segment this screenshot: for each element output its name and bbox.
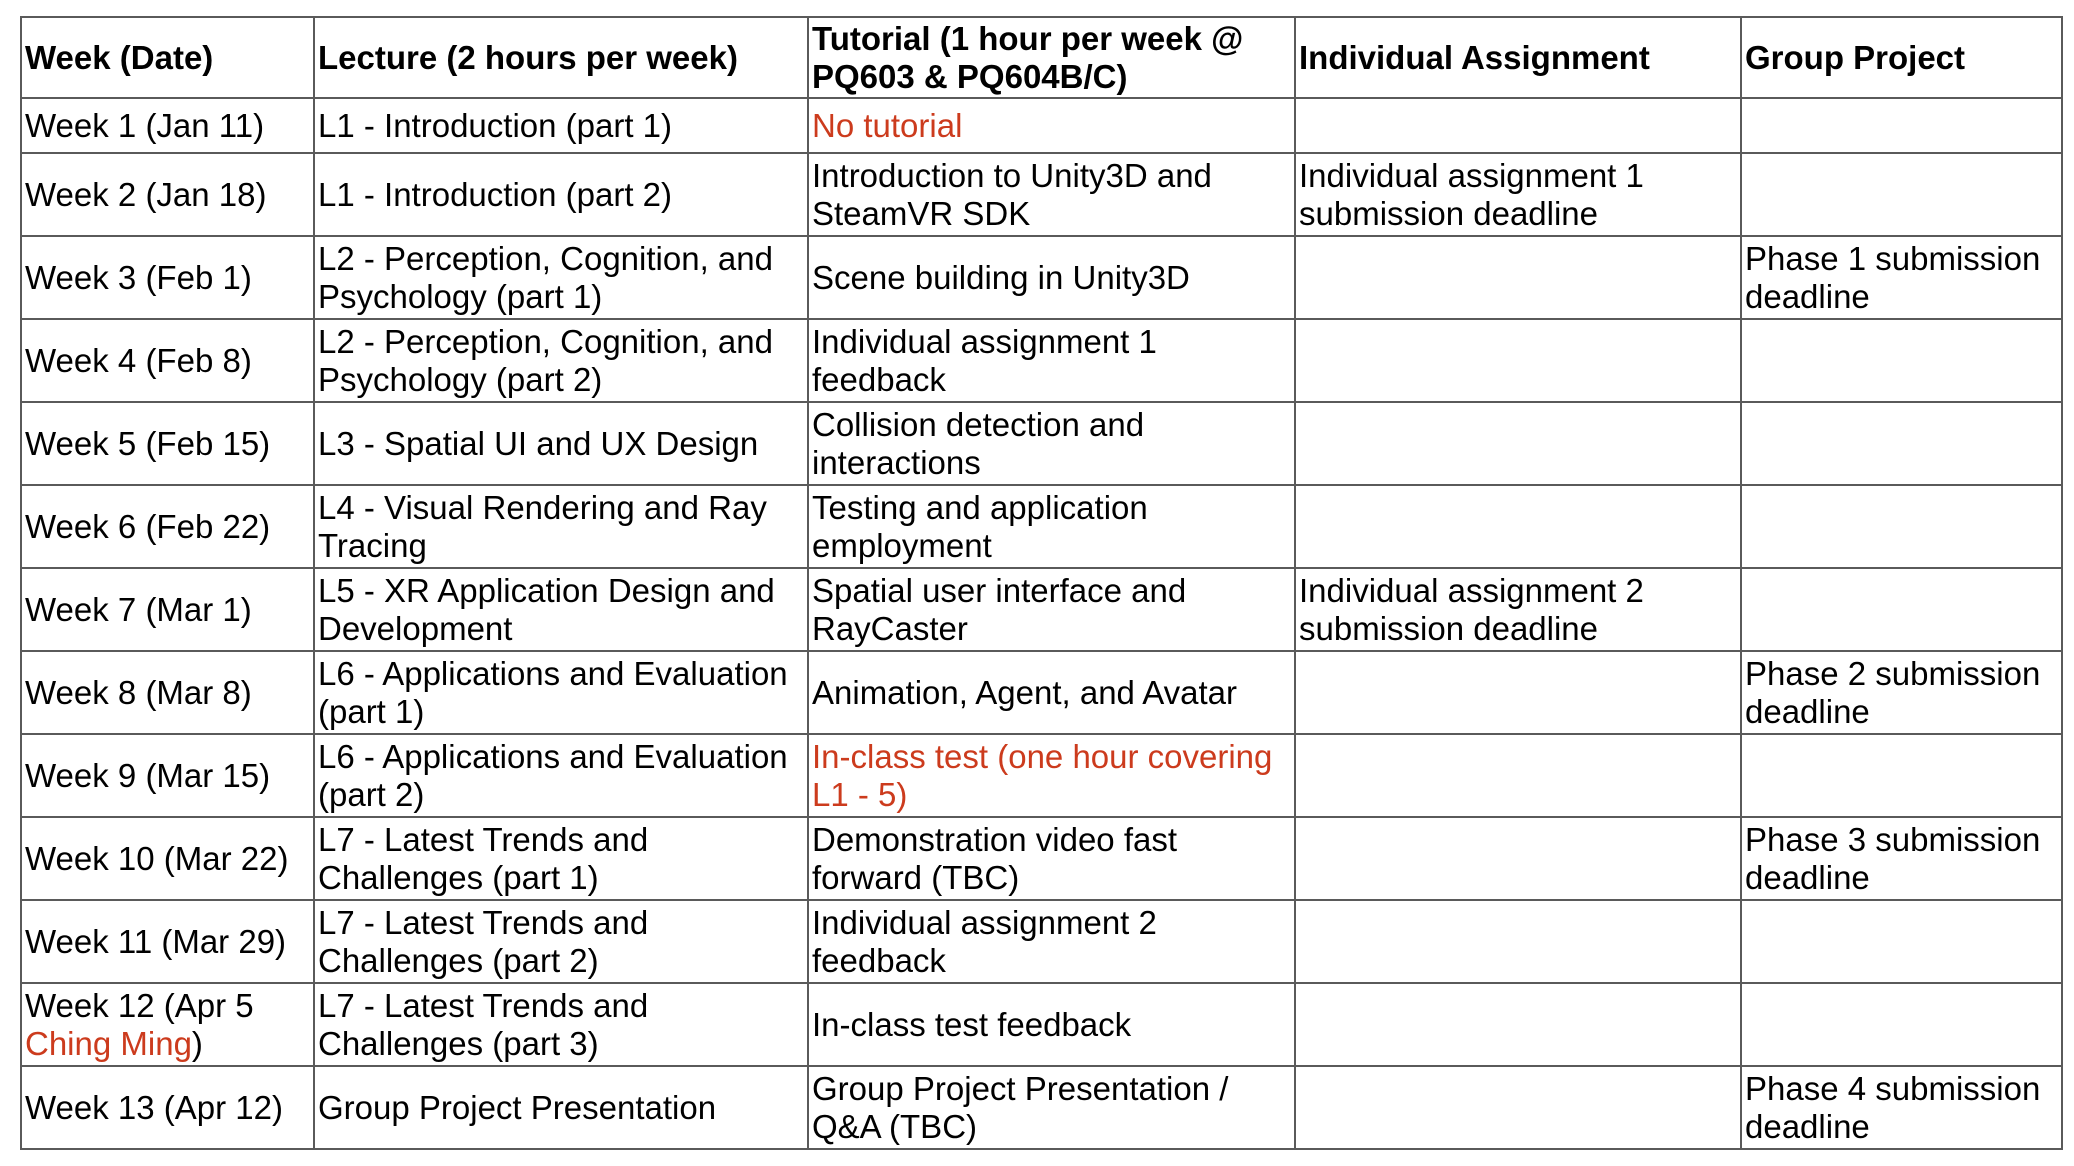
week-cell: Week 1 (Jan 11) <box>21 98 314 153</box>
header-group-project: Group Project <box>1741 17 2062 98</box>
table-row <box>21 900 2062 983</box>
week-cell: Week 4 (Feb 8) <box>21 319 314 402</box>
individual-cell <box>1295 734 1741 817</box>
lecture-cell: L5 - XR Application Design and Development <box>314 568 808 651</box>
tutorial-cell: Testing and application employment <box>808 485 1295 568</box>
table-row <box>21 98 2062 153</box>
tutorial-cell: In-class test (one hour covering L1 - 5) <box>808 734 1295 817</box>
course-schedule-table <box>20 16 2063 1150</box>
week-cell: Week 5 (Feb 15) <box>21 402 314 485</box>
tutorial-cell: Group Project Presentation / Q&A (TBC) <box>808 1066 1295 1149</box>
table-row <box>21 983 2062 1066</box>
lecture-cell: L7 - Latest Trends and Challenges (part 2) <box>314 900 808 983</box>
week-cell: Week 8 (Mar 8) <box>21 651 314 734</box>
table-row <box>21 1066 2062 1149</box>
table-row <box>21 153 2062 236</box>
group-cell <box>1741 153 2062 236</box>
individual-cell <box>1295 1066 1741 1149</box>
tutorial-cell: Individual assignment 2 feedback <box>808 900 1295 983</box>
lecture-cell: L1 - Introduction (part 1) <box>314 98 808 153</box>
individual-cell <box>1295 485 1741 568</box>
table-row <box>21 236 2062 319</box>
tutorial-cell: In-class test feedback <box>808 983 1295 1066</box>
tutorial-cell: Introduction to Unity3D and SteamVR SDK <box>808 153 1295 236</box>
week-cell: Week 9 (Mar 15) <box>21 734 314 817</box>
header-tutorial: Tutorial (1 hour per week @ PQ603 & PQ604B/C) <box>808 17 1295 98</box>
lecture-cell: L4 - Visual Rendering and Ray Tracing <box>314 485 808 568</box>
individual-cell <box>1295 983 1741 1066</box>
individual-cell: Individual assignment 1 submission deadline <box>1295 153 1741 236</box>
table-row <box>21 568 2062 651</box>
tutorial-cell: Scene building in Unity3D <box>808 236 1295 319</box>
header-week: Week (Date) <box>21 17 314 98</box>
group-cell: Phase 2 submission deadline <box>1741 651 2062 734</box>
table-row <box>21 817 2062 900</box>
holiday-highlight: Ching Ming <box>25 1024 192 1062</box>
individual-cell <box>1295 817 1741 900</box>
lecture-cell: L7 - Latest Trends and Challenges (part 1) <box>314 817 808 900</box>
tutorial-cell: Spatial user interface and RayCaster <box>808 568 1295 651</box>
group-cell: Phase 1 submission deadline <box>1741 236 2062 319</box>
week-cell <box>21 983 314 1066</box>
week-cell: Week 6 (Feb 22) <box>21 485 314 568</box>
week-cell: Week 7 (Mar 1) <box>21 568 314 651</box>
group-cell <box>1741 402 2062 485</box>
lecture-cell: L1 - Introduction (part 2) <box>314 153 808 236</box>
group-cell: Phase 4 submission deadline <box>1741 1066 2062 1149</box>
table-row <box>21 734 2062 817</box>
week-cell: Week 13 (Apr 12) <box>21 1066 314 1149</box>
table-row <box>21 402 2062 485</box>
tutorial-cell: Individual assignment 1 feedback <box>808 319 1295 402</box>
table-row <box>21 319 2062 402</box>
group-cell <box>1741 983 2062 1066</box>
individual-cell <box>1295 900 1741 983</box>
group-cell <box>1741 900 2062 983</box>
group-cell <box>1741 568 2062 651</box>
week-cell: Week 10 (Mar 22) <box>21 817 314 900</box>
table-row <box>21 651 2062 734</box>
lecture-cell: L2 - Perception, Cognition, and Psychology (part 1) <box>314 236 808 319</box>
table-row <box>21 485 2062 568</box>
group-cell <box>1741 485 2062 568</box>
individual-cell <box>1295 236 1741 319</box>
lecture-cell: L2 - Perception, Cognition, and Psychology (part 2) <box>314 319 808 402</box>
tutorial-cell: Collision detection and interactions <box>808 402 1295 485</box>
individual-cell <box>1295 402 1741 485</box>
week-cell-suffix: ) <box>191 1024 203 1062</box>
individual-cell <box>1295 98 1741 153</box>
individual-cell: Individual assignment 2 submission deadline <box>1295 568 1741 651</box>
group-cell <box>1741 98 2062 153</box>
group-cell: Phase 3 submission deadline <box>1741 817 2062 900</box>
tutorial-cell: Demonstration video fast forward (TBC) <box>808 817 1295 900</box>
lecture-cell: Group Project Presentation <box>314 1066 808 1149</box>
lecture-cell: L6 - Applications and Evaluation (part 2) <box>314 734 808 817</box>
individual-cell <box>1295 319 1741 402</box>
lecture-cell: L7 - Latest Trends and Challenges (part 3) <box>314 983 808 1066</box>
group-cell <box>1741 734 2062 817</box>
group-cell <box>1741 319 2062 402</box>
tutorial-cell: Animation, Agent, and Avatar <box>808 651 1295 734</box>
week-cell: Week 11 (Mar 29) <box>21 900 314 983</box>
tutorial-cell: No tutorial <box>808 98 1295 153</box>
header-individual-assignment: Individual Assignment <box>1295 17 1741 98</box>
individual-cell <box>1295 651 1741 734</box>
week-cell: Week 2 (Jan 18) <box>21 153 314 236</box>
lecture-cell: L3 - Spatial UI and UX Design <box>314 402 808 485</box>
lecture-cell: L6 - Applications and Evaluation (part 1) <box>314 651 808 734</box>
week-cell: Week 3 (Feb 1) <box>21 236 314 319</box>
week-cell-prefix: Week 12 (Apr 5 <box>25 986 254 1024</box>
header-lecture: Lecture (2 hours per week) <box>314 17 808 98</box>
header-row <box>21 17 2062 98</box>
